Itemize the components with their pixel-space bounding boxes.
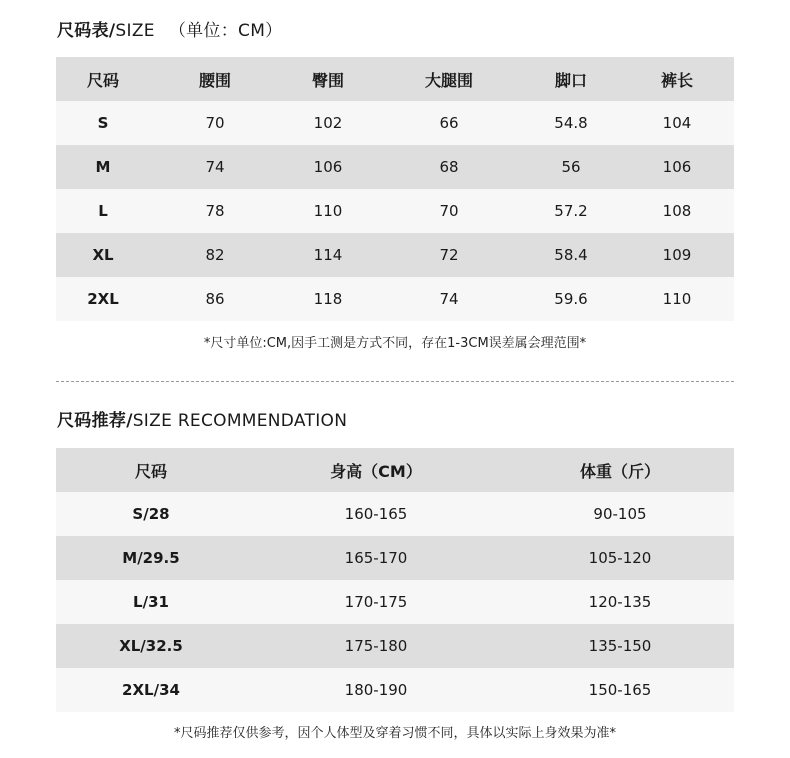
size-cell: XL/32.5 [56, 624, 246, 668]
size-cell: S [56, 101, 150, 145]
weight-cell: 150-165 [506, 668, 734, 712]
recommend-header-weight: 体重（斤） [506, 448, 734, 492]
hem-cell: 56 [522, 145, 620, 189]
table-row [56, 277, 734, 321]
size-chart-header-size: 尺码 [56, 57, 150, 101]
size-chart-title-cn: 尺码表/ [57, 21, 116, 41]
size-chart-header-length: 裤长 [620, 57, 734, 101]
size-chart-unit: （单位：CM） [168, 21, 283, 41]
size-recommendation-note: *尺码推荐仅供参考，因个人体型及穿着习惯不同，具体以实际上身效果为准* [173, 726, 616, 741]
size-chart-title-en: SIZE [115, 21, 155, 41]
table-row [56, 492, 734, 536]
thigh-cell: 66 [376, 101, 522, 145]
length-cell: 109 [620, 233, 734, 277]
table-row [56, 145, 734, 189]
hem-cell: 54.8 [522, 101, 620, 145]
thigh-cell: 74 [376, 277, 522, 321]
waist-cell: 86 [150, 277, 280, 321]
waist-cell: 74 [150, 145, 280, 189]
size-cell: 2XL/34 [56, 668, 246, 712]
hip-cell: 114 [280, 233, 376, 277]
waist-cell: 82 [150, 233, 280, 277]
size-chart-header-hip: 臀围 [280, 57, 376, 101]
recommend-header-height: 身高（CM） [246, 448, 506, 492]
thigh-cell: 68 [376, 145, 522, 189]
hip-cell: 106 [280, 145, 376, 189]
size-cell: M [56, 145, 150, 189]
size-cell: XL [56, 233, 150, 277]
length-cell: 108 [620, 189, 734, 233]
height-cell: 180-190 [246, 668, 506, 712]
section-divider [56, 381, 734, 382]
table-row [56, 101, 734, 145]
size-chart-header-row [56, 57, 734, 101]
height-cell: 160-165 [246, 492, 506, 536]
length-cell: 106 [620, 145, 734, 189]
length-cell: 110 [620, 277, 734, 321]
size-cell: S/28 [56, 492, 246, 536]
table-row [56, 624, 734, 668]
waist-cell: 78 [150, 189, 280, 233]
size-recommendation-title-cn: 尺码推荐/ [57, 411, 133, 431]
size-chart-note: *尺寸单位:CM,因手工测是方式不同，存在1-3CM误差属会理范围* [203, 336, 587, 351]
table-row [56, 536, 734, 580]
size-chart-header-thigh: 大腿围 [376, 57, 522, 101]
size-chart-header-waist: 腰围 [150, 57, 280, 101]
size-cell: M/29.5 [56, 536, 246, 580]
recommend-header-size: 尺码 [56, 448, 246, 492]
table-row [56, 189, 734, 233]
waist-cell: 70 [150, 101, 280, 145]
hem-cell: 58.4 [522, 233, 620, 277]
height-cell: 175-180 [246, 624, 506, 668]
size-cell: L [56, 189, 150, 233]
size-recommendation-header-row [56, 448, 734, 492]
height-cell: 170-175 [246, 580, 506, 624]
size-chart-header-hem: 脚口 [522, 57, 620, 101]
weight-cell: 90-105 [506, 492, 734, 536]
weight-cell: 120-135 [506, 580, 734, 624]
table-row [56, 668, 734, 712]
hem-cell: 57.2 [522, 189, 620, 233]
size-cell: L/31 [56, 580, 246, 624]
table-row [56, 580, 734, 624]
size-chart-title [57, 20, 282, 42]
hip-cell: 118 [280, 277, 376, 321]
size-recommendation-title-en: SIZE RECOMMENDATION [132, 411, 348, 431]
hem-cell: 59.6 [522, 277, 620, 321]
table-row [56, 233, 734, 277]
weight-cell: 105-120 [506, 536, 734, 580]
height-cell: 165-170 [246, 536, 506, 580]
size-recommendation-grid [56, 448, 734, 712]
size-chart-grid [56, 57, 734, 321]
hip-cell: 102 [280, 101, 376, 145]
length-cell: 104 [620, 101, 734, 145]
thigh-cell: 70 [376, 189, 522, 233]
thigh-cell: 72 [376, 233, 522, 277]
hip-cell: 110 [280, 189, 376, 233]
weight-cell: 135-150 [506, 624, 734, 668]
size-cell: 2XL [56, 277, 150, 321]
size-recommendation-title [57, 410, 347, 432]
